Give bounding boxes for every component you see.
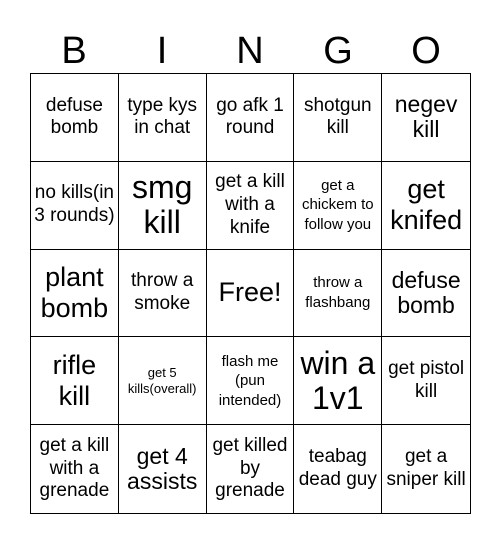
bingo-header <box>30 28 470 74</box>
cell-text: shotgun kill <box>303 94 372 139</box>
bingo-cell[interactable] <box>382 337 470 425</box>
bingo-cell[interactable] <box>119 337 207 425</box>
cell-text: win a 1v1 <box>300 344 376 416</box>
cell-text: get knifed <box>390 174 463 236</box>
header-letter-g: G <box>323 30 353 72</box>
cell-text: get a chickem to follow you <box>301 176 374 233</box>
bingo-cell[interactable] <box>31 337 119 425</box>
bingo-cell[interactable] <box>382 74 470 162</box>
bingo-cell[interactable] <box>31 74 119 162</box>
cell-text: get killed by grenade <box>212 434 288 502</box>
bingo-board <box>30 73 471 514</box>
bingo-cell[interactable] <box>31 250 119 338</box>
bingo-cell[interactable] <box>207 337 295 425</box>
free-cell-text: Free! <box>218 277 282 308</box>
cell-text: rifle kill <box>52 349 97 411</box>
bingo-cell[interactable] <box>119 425 207 513</box>
bingo-cell[interactable] <box>31 162 119 250</box>
bingo-cell[interactable] <box>382 162 470 250</box>
cell-text: flash me (pun intended) <box>218 352 282 409</box>
cell-text: go afk 1 round <box>216 94 284 139</box>
header-letter-i: I <box>156 30 168 72</box>
bingo-cell[interactable] <box>294 337 382 425</box>
cell-text: no kills(in 3 rounds) <box>34 182 115 227</box>
cell-text: smg kill <box>131 169 193 241</box>
header-letter-n: N <box>236 30 264 72</box>
cell-text: get 5 kills(overall) <box>127 364 197 396</box>
bingo-cell[interactable] <box>382 250 470 338</box>
cell-text: get pistol kill <box>388 357 465 402</box>
cell-text: throw a flashbang <box>305 274 371 311</box>
cell-text: get a sniper kill <box>386 446 466 491</box>
cell-text: defuse bomb <box>45 94 103 139</box>
bingo-cell[interactable] <box>119 74 207 162</box>
bingo-cell[interactable] <box>207 425 295 513</box>
cell-text: get 4 assists <box>127 442 198 495</box>
bingo-cell[interactable] <box>294 250 382 338</box>
cell-text: plant bomb <box>40 261 109 323</box>
bingo-cell[interactable] <box>119 250 207 338</box>
bingo-cell[interactable] <box>31 425 119 513</box>
cell-text: defuse bomb <box>391 266 461 318</box>
header-letter-o: O <box>411 30 441 72</box>
header-letter-b: B <box>61 30 87 72</box>
cell-text: get a kill with a knife <box>215 171 285 238</box>
bingo-cell[interactable] <box>382 425 470 513</box>
cell-text: negev kill <box>394 91 458 143</box>
cell-text: get a kill with a grenade <box>39 434 110 502</box>
cell-text: type kys in chat <box>127 94 198 139</box>
bingo-free-cell[interactable] <box>207 250 295 338</box>
bingo-cell[interactable] <box>294 74 382 162</box>
cell-text: throw a smoke <box>131 270 194 314</box>
bingo-cell[interactable] <box>294 162 382 250</box>
bingo-cell[interactable] <box>294 425 382 513</box>
bingo-cell[interactable] <box>119 162 207 250</box>
bingo-cell[interactable] <box>207 162 295 250</box>
bingo-cell[interactable] <box>207 74 295 162</box>
cell-text: teabag dead guy <box>298 446 377 491</box>
